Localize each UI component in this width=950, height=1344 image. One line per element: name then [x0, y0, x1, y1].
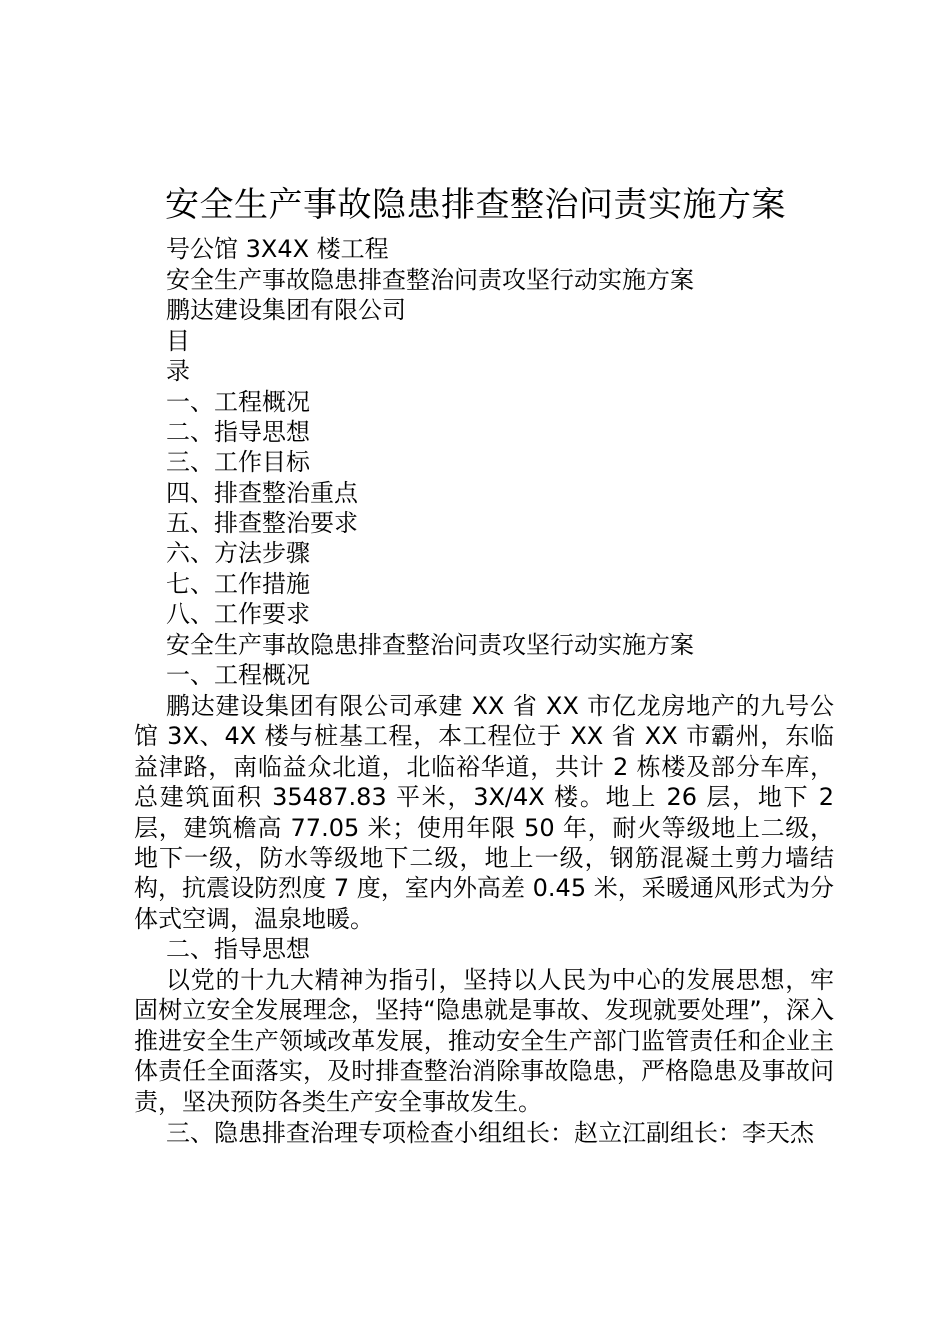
section-2-heading: 二、指导思想 [166, 935, 310, 963]
company-name: 鹏达建设集团有限公司 [166, 296, 406, 324]
project-name: 号公馆 3X4X 楼工程 [166, 235, 389, 263]
section-2-paragraph: 以党的十九大精神为指引，坚持以人民为中心的发展思想，牢固树立安全发展理念，坚持“隐患就是事故、发现就要处理”，深入推进安全生产领域改革发展，推动安全生产部门监管责任和企业主体责任全面落实，及时排查整治消除事故隐患，严格隐患及事故问责，坚决预防各类生产安全事故发生。 [134, 966, 834, 1116]
toc-item: 八、工作要求 [166, 600, 310, 628]
toc-item: 五、排查整治要求 [166, 509, 358, 537]
toc-item: 二、指导思想 [166, 418, 310, 446]
document-title: 安全生产事故隐患排查整治问责实施方案 [165, 185, 786, 225]
section-1-paragraph: 鹏达建设集团有限公司承建 XX 省 XX 市亿龙房地产的九号公馆 3X、4X 楼与桩基工程，本工程位于 XX 省 XX 市霸州，东临益津路，南临益众北道，北临裕华道，共计 2 栋楼及部分车库，总建筑面积 35487.83 平米，3X/4X 楼。地上 26 层，地下 2 层，建筑檐高 77.05 米；使用年限 50 年，耐火等级地上二级，地下一级，防水等级地下二级，地上一级，钢筋混凝土剪力墙结构，抗震设防烈度 7 度，室内外高差 0.45 米，采暖通风形式为分体式空调，温泉地暖。 [134, 692, 834, 933]
body-plan-heading: 安全生产事故隐患排查整治问责攻坚行动实施方案 [166, 631, 694, 659]
toc-item: 六、方法步骤 [166, 539, 310, 567]
toc-heading-char-1: 目 [166, 327, 190, 355]
toc-item: 七、工作措施 [166, 570, 310, 598]
section-3-paragraph: 三、隐患排查治理专项检查小组组长：赵立江副组长：李天杰 [166, 1119, 814, 1147]
toc-heading-char-2: 录 [166, 357, 190, 385]
toc-item: 三、工作目标 [166, 448, 310, 476]
toc-item: 四、排查整治重点 [166, 479, 358, 507]
section-1-heading: 一、工程概况 [166, 661, 310, 689]
toc-item: 一、工程概况 [166, 388, 310, 416]
plan-name: 安全生产事故隐患排查整治问责攻坚行动实施方案 [166, 266, 694, 294]
